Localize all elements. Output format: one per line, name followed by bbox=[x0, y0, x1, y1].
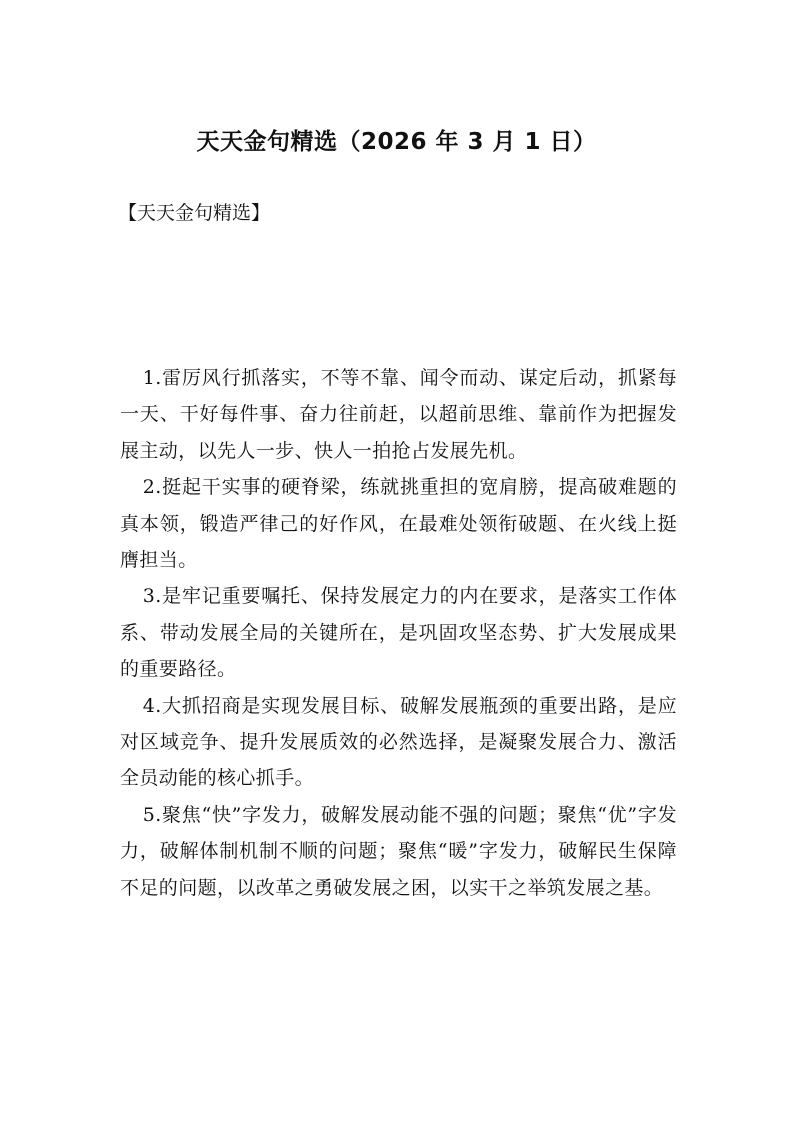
page-title: 天天金句精选（2026 年 3 月 1 日） bbox=[196, 129, 597, 155]
paragraph-4: 4.大抓招商是实现发展目标、破解发展瓶颈的重要出路，是应对区域竞争、提升发展质效的必然选择，是凝聚发展合力、激活全员动能的核心抓手。 bbox=[120, 694, 677, 790]
paragraph-5: 5.聚焦“快”字发力，破解发展动能不强的问题；聚焦“优”字发力，破解体制机制不顺的问题；聚焦“暖”字发力，破解民生保障不足的问题，以改革之勇破发展之困，以实干之举筑发展之基。 bbox=[120, 803, 677, 899]
paragraph-3: 3.是牢记重要嘱托、保持发展定力的内在要求，是落实工作体系、带动发展全局的关键所在，是巩固攻坚态势、扩大发展成果的重要路径。 bbox=[120, 585, 677, 681]
section-label: 【天天金句精选】 bbox=[118, 202, 271, 224]
paragraph-1: 1.雷厉风行抓落实，不等不靠、闻令而动、谋定后动，抓紧每一天、干好每件事、奋力往前赶，以超前思维、靠前作为把握发展主动，以先人一步、快人一拍抢占发展先机。 bbox=[120, 367, 677, 462]
body-text bbox=[120, 360, 677, 906]
paragraph-2: 2.挺起干实事的硬脊梁，练就挑重担的宽肩膀，提高破难题的真本领，锻造严律己的好作风，在最难处领衔破题、在火线上挺膺担当。 bbox=[120, 476, 677, 572]
